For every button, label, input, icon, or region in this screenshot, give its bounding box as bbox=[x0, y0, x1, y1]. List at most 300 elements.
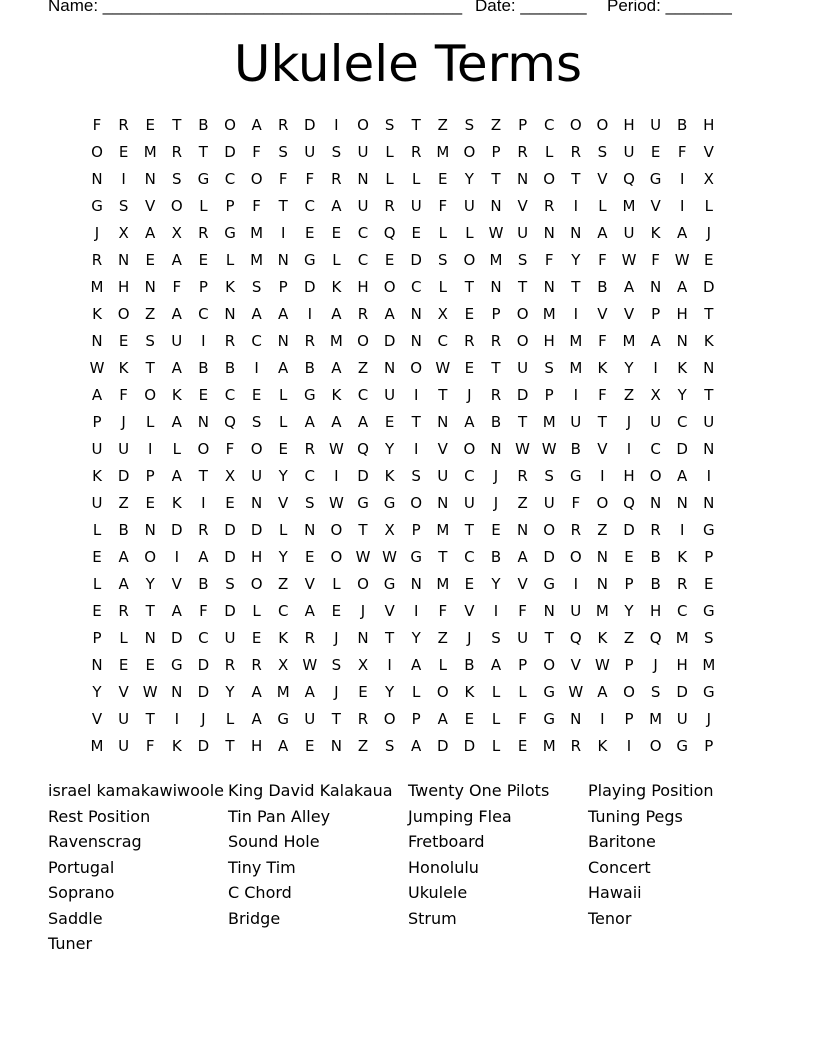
grid-letter: T bbox=[145, 359, 155, 377]
grid-letter: U bbox=[357, 197, 369, 215]
grid-letter: F bbox=[518, 710, 527, 728]
grid-letter: Q bbox=[224, 413, 236, 431]
word-bank bbox=[48, 778, 768, 958]
grid-letter: A bbox=[623, 278, 635, 296]
grid-letter: F bbox=[677, 143, 687, 161]
grid-letter: K bbox=[597, 629, 608, 647]
grid-letter: G bbox=[543, 575, 555, 593]
grid-letter: P bbox=[624, 710, 634, 728]
grid-letter: S bbox=[704, 629, 714, 647]
grid-letter: E bbox=[92, 602, 102, 620]
grid-letter: A bbox=[464, 413, 475, 431]
grid-letter: Z bbox=[357, 737, 369, 755]
grid-letter: Z bbox=[145, 305, 156, 323]
grid-letter: K bbox=[171, 494, 182, 512]
grid-letter: H bbox=[676, 305, 688, 323]
grid-letter: D bbox=[171, 629, 183, 647]
grid-letter: N bbox=[437, 413, 449, 431]
grid-letter: K bbox=[278, 629, 289, 647]
grid-letter: F bbox=[651, 251, 660, 269]
grid-letter: N bbox=[91, 656, 103, 674]
grid-letter: G bbox=[277, 710, 289, 728]
grid-letter: G bbox=[410, 548, 422, 566]
word-bank-item: Playing Position bbox=[588, 781, 714, 800]
grid-letter: I bbox=[174, 710, 180, 728]
grid-letter: I bbox=[573, 305, 579, 323]
grid-row bbox=[84, 301, 722, 328]
grid-letter: F bbox=[571, 494, 581, 512]
grid-letter: O bbox=[463, 440, 476, 458]
grid-letter: C bbox=[224, 170, 236, 188]
grid-letter: X bbox=[650, 386, 661, 404]
grid-letter: E bbox=[331, 602, 342, 620]
grid-letter: R bbox=[676, 575, 688, 593]
word-bank-item: Tuning Pegs bbox=[588, 806, 683, 826]
word-bank-item: Ukulele bbox=[408, 883, 468, 902]
grid-letter: M bbox=[542, 737, 556, 755]
grid-letter: U bbox=[304, 710, 316, 728]
grid-letter: G bbox=[383, 494, 396, 512]
grid-letter: V bbox=[597, 305, 608, 323]
grid-letter: E bbox=[198, 251, 209, 269]
grid-letter: W bbox=[515, 440, 531, 458]
grid-letter: E bbox=[358, 683, 368, 701]
grid-letter: V bbox=[91, 710, 103, 728]
grid-letter: R bbox=[490, 386, 502, 404]
grid-letter: A bbox=[384, 305, 395, 323]
grid-letter: Y bbox=[385, 683, 395, 701]
grid-letter: S bbox=[491, 629, 501, 647]
grid-letter: V bbox=[437, 440, 448, 458]
grid-letter: T bbox=[198, 467, 208, 485]
grid-letter: V bbox=[597, 170, 608, 188]
grid-letter: N bbox=[703, 440, 715, 458]
grid-letter: R bbox=[91, 251, 103, 269]
grid-letter: M bbox=[250, 251, 264, 269]
grid-letter: I bbox=[121, 170, 126, 188]
grid-letter: O bbox=[543, 170, 556, 188]
grid-letter: N bbox=[91, 170, 103, 188]
grid-letter: M bbox=[569, 332, 583, 350]
grid-letter: N bbox=[543, 224, 555, 242]
grid-row bbox=[84, 652, 722, 679]
grid-letter: U bbox=[410, 197, 422, 215]
grid-letter: W bbox=[328, 440, 344, 458]
grid-letter: V bbox=[145, 197, 156, 215]
grid-letter: L bbox=[199, 197, 208, 215]
grid-letter: J bbox=[360, 602, 366, 620]
grid-letter: N bbox=[649, 278, 662, 296]
grid-letter: E bbox=[464, 575, 475, 593]
grid-letter: E bbox=[411, 224, 421, 242]
grid-letter: T bbox=[358, 521, 368, 539]
grid-letter: Z bbox=[517, 494, 528, 512]
grid-letter: T bbox=[518, 413, 528, 431]
grid-letter: N bbox=[144, 629, 156, 647]
grid-letter: J bbox=[493, 467, 499, 485]
grid-letter: U bbox=[384, 386, 396, 404]
grid-letter: S bbox=[172, 170, 182, 188]
grid-letter: O bbox=[596, 116, 609, 134]
grid-letter: V bbox=[278, 494, 289, 512]
grid-row bbox=[84, 166, 722, 193]
grid-letter: P bbox=[198, 278, 208, 296]
grid-letter: H bbox=[649, 602, 662, 620]
grid-letter: U bbox=[91, 440, 103, 458]
grid-letter: M bbox=[436, 521, 450, 539]
grid-letter: T bbox=[464, 521, 474, 539]
grid-letter: P bbox=[544, 386, 554, 404]
grid-letter: R bbox=[543, 197, 555, 215]
grid-letter: C bbox=[198, 305, 209, 323]
grid-letter: O bbox=[463, 251, 476, 269]
grid-letter: Y bbox=[571, 251, 581, 269]
grid-letter: C bbox=[676, 602, 688, 620]
grid-letter: S bbox=[251, 278, 262, 296]
grid-letter: B bbox=[490, 548, 502, 566]
grid-letter: V bbox=[623, 305, 635, 323]
word-bank-item: Concert bbox=[588, 857, 651, 877]
grid-letter: D bbox=[197, 737, 210, 755]
grid-letter: R bbox=[224, 332, 236, 350]
grid-letter: D bbox=[357, 467, 369, 485]
word-bank-item: Tiny Tim bbox=[228, 857, 296, 877]
grid-letter: M bbox=[436, 143, 450, 161]
grid-letter: I bbox=[679, 170, 685, 188]
grid-letter: O bbox=[596, 494, 609, 512]
grid-letter: D bbox=[304, 278, 316, 296]
grid-letter: G bbox=[543, 710, 555, 728]
grid-letter: B bbox=[224, 359, 236, 377]
grid-letter: G bbox=[383, 575, 396, 593]
grid-letter: E bbox=[145, 116, 155, 134]
grid-letter: S bbox=[517, 251, 528, 269]
grid-letter: M bbox=[622, 332, 636, 350]
grid-letter: W bbox=[435, 359, 451, 377]
grid-letter: M bbox=[702, 656, 716, 674]
grid-letter: E bbox=[305, 224, 315, 242]
grid-letter: S bbox=[411, 467, 421, 485]
grid-letter: Y bbox=[145, 575, 155, 593]
grid-letter: E bbox=[145, 494, 155, 512]
grid-letter: G bbox=[224, 224, 236, 242]
grid-letter: K bbox=[677, 548, 688, 566]
grid-letter: E bbox=[704, 251, 714, 269]
grid-letter: U bbox=[517, 629, 529, 647]
grid-letter: M bbox=[436, 575, 450, 593]
grid-letter: S bbox=[225, 575, 235, 593]
word-bank-item: King David Kalakaua bbox=[228, 781, 393, 800]
grid-letter: B bbox=[570, 440, 581, 458]
grid-letter: E bbox=[491, 521, 501, 539]
grid-letter: A bbox=[357, 413, 369, 431]
grid-letter: F bbox=[598, 332, 607, 350]
grid-row bbox=[84, 490, 722, 517]
grid-letter: O bbox=[250, 440, 263, 458]
grid-letter: N bbox=[410, 332, 422, 350]
grid-letter: N bbox=[649, 494, 662, 512]
grid-letter: O bbox=[569, 548, 582, 566]
grid-letter: O bbox=[357, 332, 369, 350]
grid-letter: A bbox=[171, 413, 182, 431]
grid-letter: L bbox=[172, 440, 181, 458]
grid-letter: C bbox=[676, 413, 688, 431]
grid-letter: V bbox=[464, 602, 475, 620]
grid-letter: B bbox=[198, 359, 209, 377]
grid-letter: S bbox=[251, 413, 262, 431]
grid-letter: A bbox=[171, 305, 182, 323]
grid-letter: O bbox=[250, 170, 263, 188]
grid-letter: M bbox=[622, 197, 636, 215]
grid-letter: R bbox=[224, 656, 236, 674]
grid-letter: F bbox=[598, 386, 607, 404]
grid-letter: J bbox=[493, 494, 499, 512]
grid-letter: A bbox=[304, 602, 315, 620]
grid-letter: R bbox=[304, 440, 316, 458]
grid-letter: R bbox=[357, 710, 369, 728]
grid-letter: A bbox=[171, 467, 182, 485]
grid-letter: J bbox=[626, 413, 632, 431]
word-bank-item: Baritone bbox=[588, 832, 656, 851]
grid-letter: I bbox=[334, 467, 339, 485]
grid-letter: S bbox=[597, 143, 608, 161]
grid-letter: O bbox=[410, 494, 423, 512]
grid-letter: G bbox=[303, 251, 316, 269]
grid-letter: C bbox=[437, 332, 449, 350]
grid-letter: S bbox=[384, 116, 395, 134]
grid-letter: P bbox=[624, 656, 634, 674]
grid-letter: F bbox=[199, 602, 208, 620]
grid-letter: L bbox=[279, 413, 288, 431]
grid-letter: L bbox=[332, 251, 341, 269]
grid-letter: R bbox=[650, 521, 661, 539]
grid-letter: M bbox=[542, 305, 556, 323]
grid-letter: D bbox=[516, 386, 529, 404]
grid-letter: I bbox=[600, 710, 605, 728]
grid-letter: F bbox=[305, 170, 315, 188]
grid-letter: D bbox=[224, 548, 236, 566]
grid-letter: E bbox=[331, 224, 342, 242]
grid-letter: A bbox=[517, 548, 528, 566]
grid-letter: O bbox=[649, 467, 662, 485]
grid-letter: W bbox=[302, 656, 318, 674]
grid-letter: I bbox=[626, 440, 632, 458]
grid-letter: V bbox=[703, 143, 714, 161]
grid-letter: L bbox=[412, 170, 421, 188]
grid-letter: A bbox=[331, 305, 342, 323]
grid-letter: U bbox=[437, 467, 449, 485]
grid-letter: M bbox=[90, 278, 104, 296]
grid-letter: F bbox=[225, 440, 235, 458]
grid-letter: A bbox=[490, 656, 502, 674]
grid-letter: S bbox=[278, 143, 288, 161]
grid-letter: Y bbox=[677, 386, 687, 404]
name-field-label: Name: ______________________________________ bbox=[48, 0, 463, 15]
grid-letter: F bbox=[278, 170, 288, 188]
grid-letter: N bbox=[144, 521, 156, 539]
grid-letter: F bbox=[92, 116, 102, 134]
grid-letter: L bbox=[545, 143, 554, 161]
grid-letter: Z bbox=[437, 116, 448, 134]
grid-letter: K bbox=[118, 359, 129, 377]
grid-letter: I bbox=[307, 305, 313, 323]
grid-letter: N bbox=[703, 494, 715, 512]
grid-letter: Y bbox=[278, 548, 288, 566]
grid-letter: J bbox=[334, 683, 339, 701]
grid-letter: Z bbox=[278, 575, 289, 593]
grid-letter: A bbox=[331, 413, 342, 431]
grid-letter: O bbox=[463, 143, 476, 161]
grid-letter: E bbox=[145, 656, 155, 674]
grid-row bbox=[84, 382, 722, 409]
grid-letter: N bbox=[676, 494, 688, 512]
grid-letter: P bbox=[92, 413, 102, 431]
grid-letter: E bbox=[464, 710, 475, 728]
grid-letter: L bbox=[279, 521, 288, 539]
grid-letter: K bbox=[703, 332, 714, 350]
grid-letter: X bbox=[171, 224, 182, 242]
grid-letter: O bbox=[623, 683, 635, 701]
grid-letter: P bbox=[518, 656, 528, 674]
grid-letter: U bbox=[703, 413, 715, 431]
word-bank-item: Fretboard bbox=[408, 832, 485, 851]
grid-letter: E bbox=[118, 143, 129, 161]
grid-letter: Y bbox=[464, 170, 474, 188]
grid-letter: T bbox=[491, 170, 501, 188]
grid-letter: B bbox=[118, 521, 129, 539]
grid-letter: S bbox=[145, 332, 155, 350]
grid-letter: L bbox=[92, 575, 102, 593]
grid-letter: O bbox=[543, 656, 556, 674]
grid-row bbox=[84, 193, 722, 220]
grid-letter: L bbox=[518, 683, 527, 701]
grid-letter: P bbox=[491, 143, 501, 161]
word-bank-item: Ravenscrag bbox=[48, 832, 142, 851]
grid-row bbox=[84, 625, 722, 652]
grid-letter: T bbox=[571, 278, 581, 296]
grid-letter: E bbox=[305, 548, 315, 566]
grid-letter: O bbox=[250, 575, 263, 593]
grid-letter: S bbox=[384, 737, 395, 755]
grid-letter: N bbox=[490, 278, 502, 296]
grid-letter: H bbox=[703, 116, 715, 134]
grid-letter: P bbox=[491, 305, 501, 323]
grid-letter: L bbox=[385, 143, 394, 161]
grid-letter: E bbox=[517, 737, 528, 755]
grid-letter: Y bbox=[624, 359, 634, 377]
grid-letter: W bbox=[142, 683, 158, 701]
grid-letter: L bbox=[225, 710, 235, 728]
grid-letter: V bbox=[171, 575, 182, 593]
grid-letter: E bbox=[305, 737, 315, 755]
grid-letter: L bbox=[438, 656, 447, 674]
grid-letter: H bbox=[117, 278, 130, 296]
grid-letter: T bbox=[704, 305, 714, 323]
grid-letter: B bbox=[650, 575, 661, 593]
grid-letter: O bbox=[543, 521, 556, 539]
word-bank-item: C Chord bbox=[228, 883, 292, 902]
grid-row bbox=[84, 112, 722, 139]
grid-letter: M bbox=[542, 413, 556, 431]
word-bank-item: Rest Position bbox=[48, 806, 151, 826]
grid-letter: R bbox=[517, 143, 528, 161]
grid-letter: P bbox=[624, 575, 634, 593]
grid-letter: U bbox=[91, 494, 103, 512]
grid-row bbox=[84, 733, 722, 760]
grid-letter: H bbox=[623, 467, 635, 485]
grid-row bbox=[84, 436, 722, 463]
grid-letter: Q bbox=[623, 170, 635, 188]
grid-letter: D bbox=[383, 332, 396, 350]
grid-letter: D bbox=[224, 143, 236, 161]
grid-letter: A bbox=[304, 413, 315, 431]
grid-letter: K bbox=[171, 386, 182, 404]
grid-letter: D bbox=[676, 683, 688, 701]
grid-letter: Z bbox=[597, 521, 608, 539]
grid-letter: V bbox=[597, 440, 608, 458]
grid-letter: U bbox=[118, 737, 130, 755]
grid-letter: N bbox=[171, 683, 183, 701]
grid-letter: O bbox=[117, 305, 130, 323]
grid-letter: D bbox=[117, 467, 130, 485]
grid-letter: A bbox=[251, 116, 262, 134]
word-bank-item: israel kamakawiwoole bbox=[48, 781, 224, 800]
grid-letter: G bbox=[676, 737, 688, 755]
grid-letter: S bbox=[305, 494, 315, 512]
grid-letter: U bbox=[650, 413, 662, 431]
grid-letter: T bbox=[225, 737, 235, 755]
grid-letter: W bbox=[541, 440, 557, 458]
grid-letter: E bbox=[438, 170, 448, 188]
grid-letter: S bbox=[544, 359, 554, 377]
grid-letter: J bbox=[94, 224, 100, 242]
grid-letter: O bbox=[91, 143, 103, 161]
grid-letter: L bbox=[385, 170, 394, 188]
grid-letter: L bbox=[491, 737, 501, 755]
grid-letter: G bbox=[543, 683, 555, 701]
grid-letter: G bbox=[197, 170, 210, 188]
grid-letter: U bbox=[543, 494, 555, 512]
grid-letter: F bbox=[544, 251, 554, 269]
word-search-grid bbox=[84, 112, 722, 760]
grid-letter: Z bbox=[490, 116, 502, 134]
grid-letter: Z bbox=[118, 494, 129, 512]
grid-letter: O bbox=[383, 710, 396, 728]
word-bank-item: Tin Pan Alley bbox=[228, 806, 331, 826]
grid-letter: N bbox=[277, 251, 289, 269]
grid-letter: G bbox=[649, 170, 662, 188]
grid-letter: M bbox=[595, 602, 609, 620]
grid-letter: G bbox=[303, 386, 316, 404]
grid-letter: A bbox=[198, 548, 209, 566]
grid-letter: O bbox=[197, 440, 210, 458]
grid-letter: E bbox=[145, 251, 155, 269]
grid-row bbox=[84, 247, 722, 274]
grid-row bbox=[84, 139, 722, 166]
grid-letter: J bbox=[706, 710, 712, 728]
grid-letter: O bbox=[436, 683, 449, 701]
word-bank-item: Honolulu bbox=[408, 857, 479, 877]
grid-letter: N bbox=[91, 332, 103, 350]
date-field-label: Date: _______ bbox=[475, 0, 587, 15]
grid-letter: O bbox=[144, 548, 157, 566]
grid-letter: B bbox=[198, 116, 209, 134]
grid-letter: Q bbox=[383, 224, 396, 242]
grid-letter: Q bbox=[357, 440, 369, 458]
grid-letter: I bbox=[679, 521, 685, 539]
grid-letter: P bbox=[411, 521, 421, 539]
grid-letter: M bbox=[649, 710, 663, 728]
